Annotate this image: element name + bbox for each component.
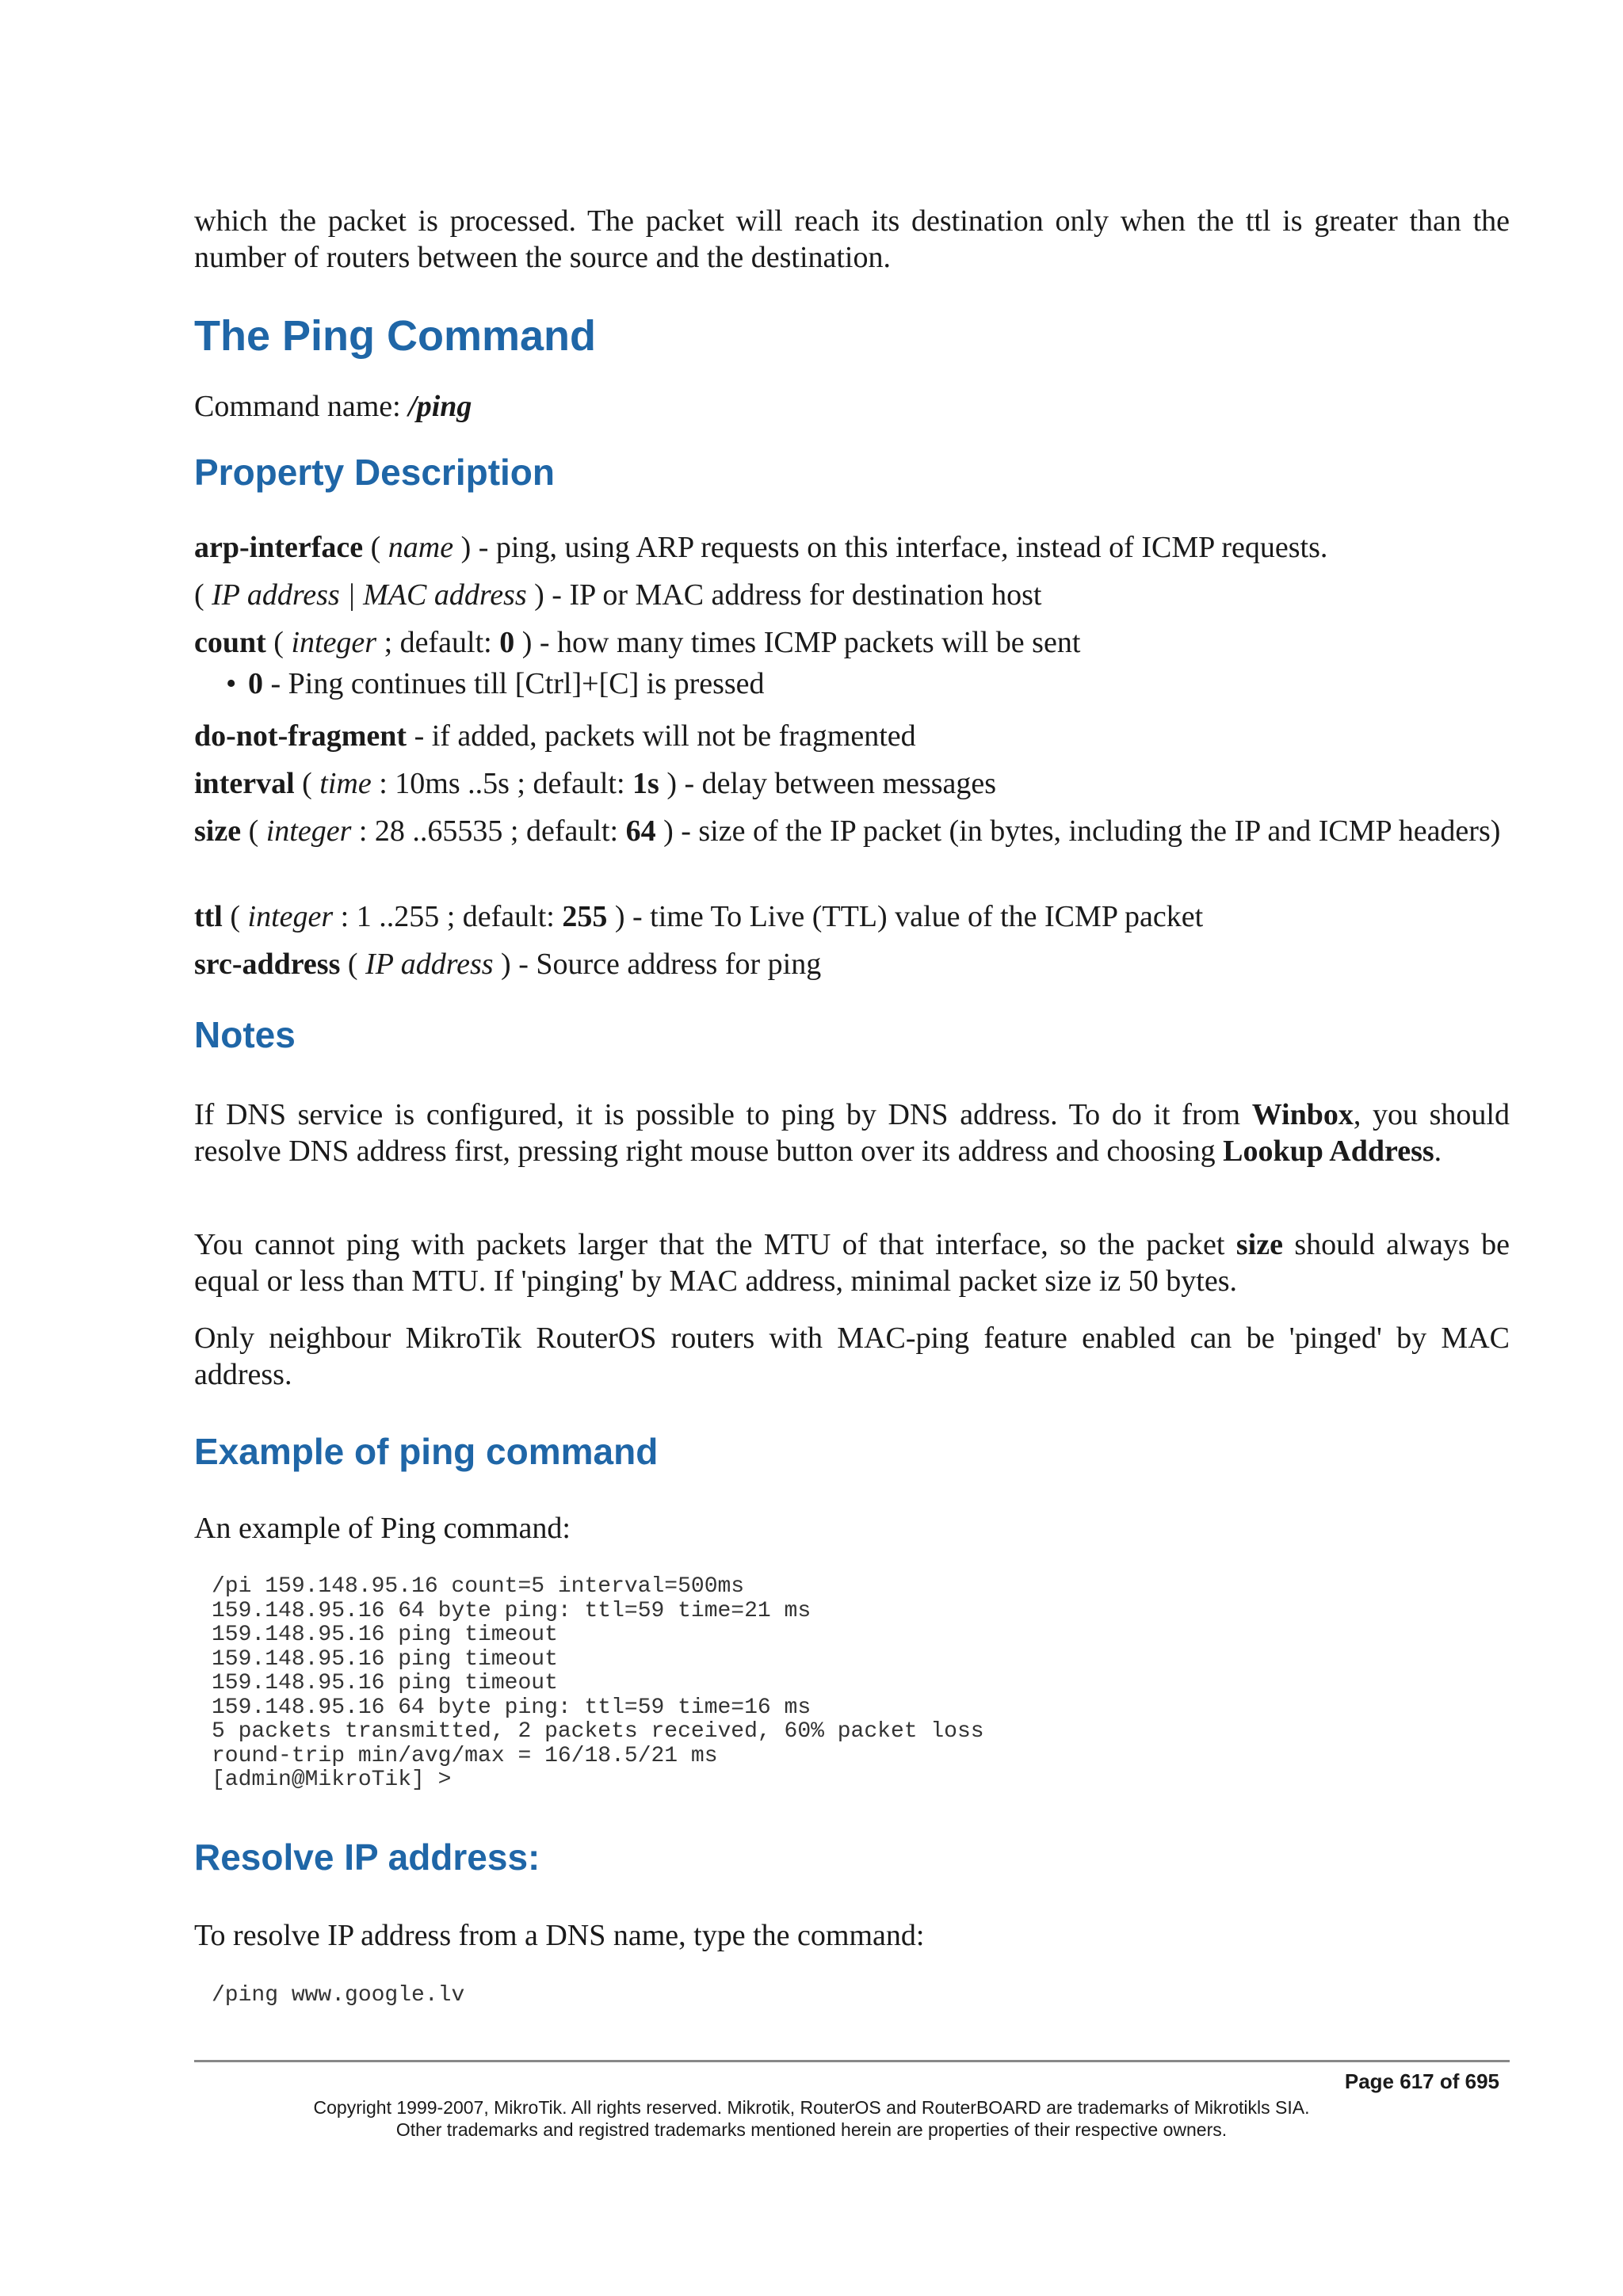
property-interval xyxy=(194,765,1510,802)
notes-text: You cannot ping with packets larger that the MTU of that interface, so the packet xyxy=(194,1228,1236,1261)
command-name-line xyxy=(194,388,1510,425)
copyright-notice xyxy=(0,2096,1623,2141)
notes-lookup-address: Lookup Address xyxy=(1223,1135,1434,1168)
example-code-block: /pi 159.148.95.16 count=5 interval=500ms 159.148.95.16 64 byte ping: ttl=59 time=21 ms 159.148.95.16 ping timeout 159.148.95.16 ping timeout 159.148.95.16 ping timeout 159.148.95.16 64 byte ping: ttl=59 time=16 ms 5 packets transmitted, 2 packets received, 60% packet loss round-trip min/avg/max = 16/18.5/21 ms [admin@MikroTik] > xyxy=(212,1574,984,1792)
notes-text: If DNS service is configured, it is possible to ping by DNS address. To do it from xyxy=(194,1098,1252,1131)
resolve-code-block: /ping www.google.lv xyxy=(212,1983,465,2008)
example-intro: An example of Ping command: xyxy=(194,1512,571,1545)
command-name-label: Command name: xyxy=(194,390,409,423)
property-type: integer xyxy=(291,626,377,659)
property-name: size xyxy=(194,814,242,848)
bullet-dot: • xyxy=(226,667,237,700)
command-name-value: /ping xyxy=(408,390,472,423)
property-address xyxy=(194,577,1510,613)
notes-size: size xyxy=(1235,1228,1283,1261)
notes-paragraph-1 xyxy=(194,1097,1510,1169)
bullet-value: 0 xyxy=(248,667,263,700)
property-name: arp-interface xyxy=(194,531,364,564)
property-type: integer xyxy=(247,900,334,933)
property-ttl xyxy=(194,898,1510,935)
copyright-line-2: Other trademarks and registred trademarks mentioned herein are properties of their respective owners. xyxy=(395,2119,1228,2140)
notes-heading: Notes xyxy=(194,1014,296,1055)
resolve-intro: To resolve IP address from a DNS name, type the command: xyxy=(194,1919,925,1952)
property-mid: : 28 ..65535 ; default: xyxy=(351,814,626,848)
bullet-text: - Ping continues till [Ctrl]+[C] is pressed xyxy=(263,667,765,700)
property-pre: ( xyxy=(340,948,366,981)
notes-text: should always be equal or less than MTU. If 'pinging' by MAC address, minimal packet size iz 50 bytes. xyxy=(194,1228,1510,1298)
notes-text: . xyxy=(1434,1135,1442,1168)
property-mid: ; default: xyxy=(376,626,500,659)
property-desc: ) - delay between messages xyxy=(659,767,997,800)
property-size xyxy=(194,813,1510,849)
property-mid: : 1 ..255 ; default: xyxy=(333,900,563,933)
footer-divider xyxy=(194,2060,1510,2062)
property-name: count xyxy=(194,626,266,659)
property-pre: ( xyxy=(294,767,320,800)
property-count xyxy=(194,624,1510,661)
property-type: IP address | MAC address xyxy=(212,578,527,612)
notes-winbox: Winbox xyxy=(1251,1098,1354,1131)
notes-paragraph-3: Only neighbour MikroTik RouterOS routers with MAC-ping feature enabled can be 'pinged' by MAC address. xyxy=(194,1322,1510,1391)
property-pre: ( xyxy=(222,900,248,933)
property-desc: ) - time To Live (TTL) value of the ICMP packet xyxy=(607,900,1204,933)
property-pre: ( xyxy=(265,626,292,659)
example-heading: Example of ping command xyxy=(194,1431,659,1472)
property-name: do-not-fragment xyxy=(194,719,407,753)
property-do-not-fragment xyxy=(194,718,1510,754)
property-default: 64 xyxy=(625,814,656,848)
property-desc: ) - IP or MAC address for destination host xyxy=(526,578,1042,612)
property-name: src-address xyxy=(194,948,341,981)
property-type: integer xyxy=(265,814,352,848)
count-bullet xyxy=(194,666,1541,702)
property-type: time xyxy=(319,767,372,800)
property-src-address xyxy=(194,946,1510,982)
property-default: 1s xyxy=(632,767,659,800)
property-arp-interface xyxy=(194,529,1510,566)
property-name: ttl xyxy=(194,900,223,933)
intro-paragraph: which the packet is processed. The packet will reach its destination only when the ttl is greater than the number of routers between the source and the destination. xyxy=(194,204,1510,274)
property-default: 255 xyxy=(562,900,608,933)
page-number: Page 617 of 695 xyxy=(1344,2069,1499,2093)
property-pre: ( xyxy=(363,531,388,564)
property-type: name xyxy=(388,531,454,564)
property-pre: ( xyxy=(241,814,266,848)
property-desc: ) - Source address for ping xyxy=(493,948,822,981)
property-desc: - if added, packets will not be fragmented xyxy=(407,719,916,753)
property-desc: ) - ping, using ARP requests on this interface, instead of ICMP requests. xyxy=(453,531,1328,564)
property-desc: ) - size of the IP packet (in bytes, including the IP and ICMP headers) xyxy=(655,814,1501,848)
property-description-heading: Property Description xyxy=(194,452,555,493)
notes-paragraph-2 xyxy=(194,1226,1510,1299)
property-name: interval xyxy=(194,767,295,800)
property-type: IP address xyxy=(365,948,494,981)
property-mid: : 10ms ..5s ; default: xyxy=(371,767,633,800)
resolve-heading: Resolve IP address: xyxy=(194,1836,540,1878)
ping-command-heading: The Ping Command xyxy=(194,312,597,360)
property-desc: ) - how many times ICMP packets will be sent xyxy=(514,626,1081,659)
property-default: 0 xyxy=(499,626,515,659)
property-pre: ( xyxy=(194,578,212,612)
notes-text: , you should resolve DNS address first, pressing right mouse button over its address and choosing xyxy=(194,1098,1510,1168)
copyright-line-1: Copyright 1999-2007, MikroTik. All rights reserved. Mikrotik, RouterOS and RouterBOARD are trademarks of Mikrotikls SIA. xyxy=(313,2097,1310,2118)
